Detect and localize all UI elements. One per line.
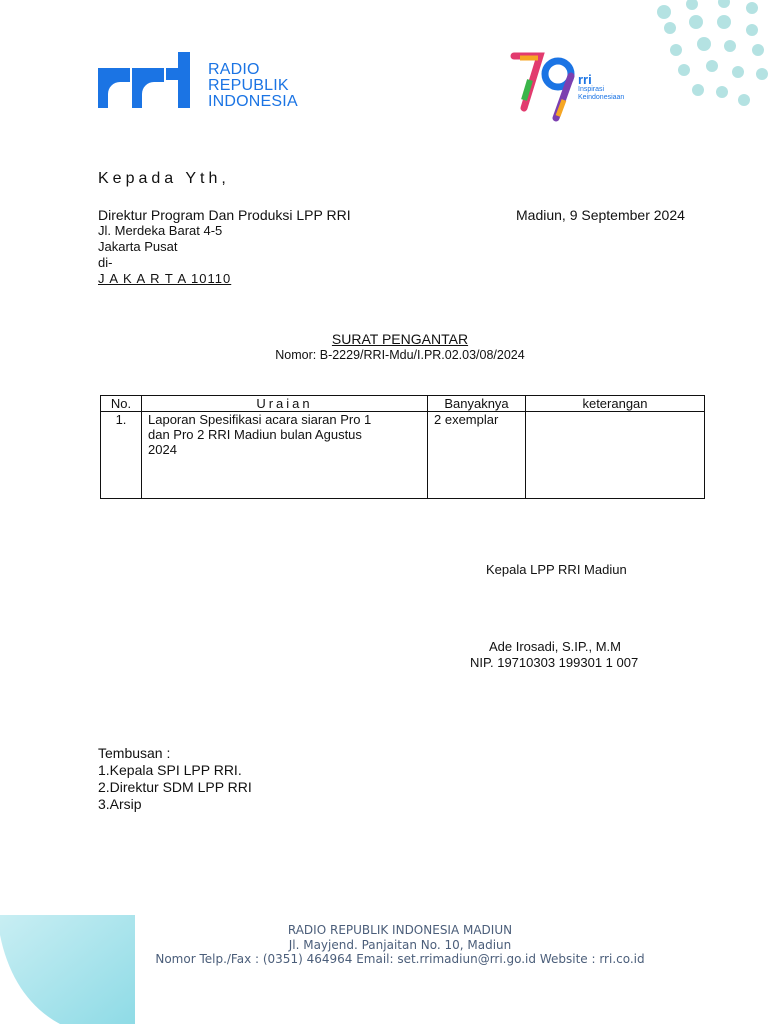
signatory-name: Ade Irosadi, S.IP., M.M: [489, 639, 621, 654]
letter-title: SURAT PENGANTAR: [331, 331, 469, 347]
number-79-icon: [510, 50, 580, 122]
cc-list: [98, 745, 252, 813]
header-banyaknya: Banyaknya: [428, 396, 526, 412]
dot-pattern-decoration: [640, 0, 768, 115]
recipient-di: di-: [98, 255, 113, 270]
footer-contact: Nomor Telp./Fax : (0351) 464964 Email: set.rrimadiun@rri.go.id Website : rri.co.id: [155, 952, 645, 966]
recipient-name: Direktur Program Dan Produksi LPP RRI: [98, 207, 351, 223]
list-item: 2.Direktur SDM LPP RRI: [98, 779, 252, 795]
recipient-address: [98, 207, 351, 287]
table-header-row: [101, 396, 705, 412]
letter-number: Nomor: B-2229/RRI-Mdu/I.PR.02.03/08/2024: [275, 348, 525, 362]
rri-logo-mark-icon: [98, 50, 198, 112]
row-quantity: 2 exemplar: [428, 412, 526, 499]
recipient-street: Jl. Merdeka Barat 4-5: [98, 223, 223, 238]
row-no: 1.: [101, 412, 142, 499]
letter-date: Madiun, 9 September 2024: [516, 207, 685, 223]
footer: [0, 923, 768, 967]
footer-org: RADIO REPUBLIK INDONESIA MADIUN: [287, 923, 513, 937]
rri-logo: [98, 50, 308, 112]
row-note: [526, 412, 705, 499]
list-item: 1.Kepala SPI LPP RRI.: [98, 762, 242, 778]
cc-label: Tembusan :: [98, 745, 171, 761]
list-item: 3.Arsip: [98, 796, 142, 812]
header-uraian: Uraian: [142, 396, 428, 412]
greeting: Kepada Yth,: [98, 170, 230, 187]
header-no: No.: [101, 396, 142, 412]
recipient-city: J A K A R T A 10110: [98, 271, 232, 286]
header-keterangan: keterangan: [526, 396, 705, 412]
signatory-title: Kepala LPP RRI Madiun: [486, 562, 627, 577]
footer-address: Jl. Mayjend. Panjaitan No. 10, Madiun: [288, 937, 512, 952]
table-row: [101, 412, 705, 499]
logo-wordmark: RADIO REPUBLIK INDONESIA: [208, 61, 298, 110]
signatory-nip: NIP. 19710303 199301 1 007: [470, 655, 639, 670]
anniversary-tagline: rri Inspirasi Keindonesiaan: [578, 72, 625, 101]
row-description: Laporan Spesifikasi acara siaran Pro 1 dan Pro 2 RRI Madiun bulan Agustus 2024: [142, 412, 428, 499]
anniversary-emblem: [510, 50, 640, 122]
recipient-district: Jakarta Pusat: [98, 239, 178, 254]
items-table: [100, 395, 705, 499]
